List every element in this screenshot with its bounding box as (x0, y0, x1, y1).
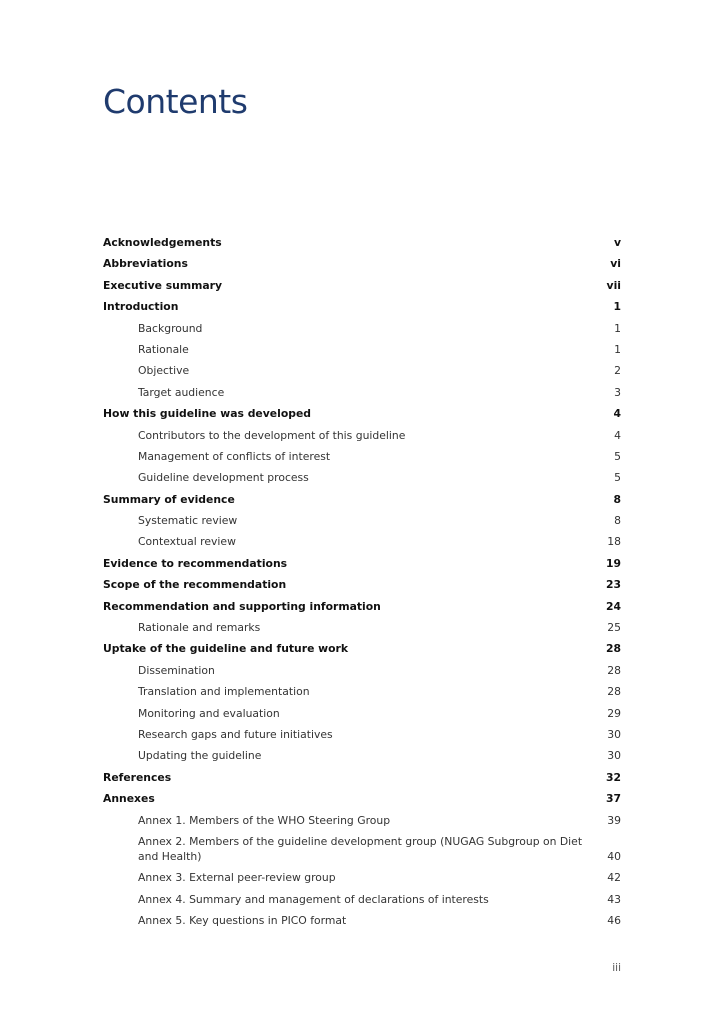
toc-subsection-entry[interactable] (103, 343, 621, 358)
toc-section-entry[interactable] (103, 557, 621, 572)
toc-subsection-entry[interactable] (103, 835, 621, 865)
toc-section-entry[interactable] (103, 407, 621, 422)
toc-entry-page: v (613, 236, 621, 249)
toc-entry-label: Annex 2. Members of the guideline development group (NUGAG Subgroup on Diet and Health) (138, 834, 583, 863)
toc-entry-page: 30 (607, 749, 621, 763)
toc-subsection-entry[interactable] (103, 893, 621, 908)
toc-subsection-entry[interactable] (103, 728, 621, 743)
toc-entry-page: 18 (607, 535, 621, 549)
toc-entry-label: Dissemination (138, 663, 215, 677)
toc-entry-label: Annex 3. External peer-review group (138, 871, 336, 885)
toc-entry-page: 4 (613, 407, 621, 421)
toc-subsection-entry[interactable] (103, 386, 621, 401)
toc-entry-page: 29 (607, 706, 621, 720)
toc-entry-page: 23 (605, 578, 621, 592)
toc-entry-label: Research gaps and future initiatives (138, 727, 333, 741)
page-number: iii (612, 962, 621, 974)
toc-entry-page: 28 (607, 663, 621, 677)
toc-entry-page: 19 (605, 556, 621, 570)
toc-entry-label: Acknowledgements (103, 236, 222, 249)
toc-subsection-entry[interactable] (103, 871, 621, 886)
toc-entry-label: Updating the guideline (138, 749, 262, 763)
toc-entry-label: Guideline development process (138, 471, 309, 485)
toc-entry-label: Annex 4. Summary and management of declarations of interests (138, 892, 489, 906)
toc-entry-label: Systematic review (138, 514, 238, 528)
toc-entry-page: vi (610, 257, 621, 271)
toc-entry-label: Background (138, 321, 203, 335)
toc-entry-label: Executive summary (103, 278, 222, 292)
toc-entry-page: 28 (607, 685, 621, 699)
toc-subsection-entry[interactable] (103, 514, 621, 529)
toc-subsection-entry[interactable] (103, 685, 621, 700)
toc-section-entry[interactable] (103, 578, 621, 593)
toc-entry-page: 42 (607, 871, 621, 885)
toc-entry-page: 28 (605, 642, 621, 656)
toc-entry-page: 5 (614, 449, 621, 463)
toc-entry-label: Rationale (138, 342, 189, 356)
toc-subsection-entry[interactable] (103, 621, 621, 636)
toc-entry-page: 40 (607, 849, 621, 863)
toc-subsection-entry[interactable] (103, 471, 621, 486)
toc-entry-label: Monitoring and evaluation (138, 706, 280, 720)
toc-entry-label: Uptake of the guideline and future work (103, 642, 349, 656)
toc-entry-page: 8 (613, 492, 621, 506)
toc-entry-label: Evidence to recommendations (103, 556, 288, 570)
toc-subsection-entry[interactable] (103, 814, 621, 829)
toc-entry-page: 39 (607, 813, 621, 827)
toc-subsection-entry[interactable] (103, 914, 621, 929)
toc-section-entry[interactable] (103, 493, 621, 508)
toc-entry-label: Translation and implementation (138, 685, 310, 699)
toc-entry-page: vii (606, 278, 621, 292)
toc-entry-label: How this guideline was developed (103, 407, 312, 421)
toc-subsection-entry[interactable] (103, 429, 621, 444)
toc-entry-label: Annex 5. Key questions in PICO format (138, 913, 347, 927)
toc-subsection-entry[interactable] (103, 535, 621, 550)
toc-entry-label: Management of conflicts of interest (138, 449, 331, 463)
toc-entry-page: 25 (607, 621, 621, 635)
toc-section-entry[interactable] (103, 279, 621, 294)
toc-subsection-entry[interactable] (103, 707, 621, 722)
toc-entry-label: Summary of evidence (103, 492, 235, 506)
toc-entry-label: Annexes (103, 792, 155, 806)
toc-section-entry[interactable] (103, 642, 621, 657)
toc-subsection-entry[interactable] (103, 450, 621, 465)
toc-entry-page: 32 (605, 770, 621, 784)
toc-entry-label: Recommendation and supporting information (103, 599, 381, 613)
toc-entry-label: Introduction (103, 300, 179, 314)
toc-entry-page: 30 (607, 727, 621, 741)
toc-entry-page: 1 (614, 321, 621, 335)
toc-section-entry[interactable] (103, 600, 621, 615)
toc-entry-page: 3 (614, 385, 621, 399)
toc-entry-label: References (103, 770, 172, 784)
toc-entry-page: 1 (613, 300, 621, 314)
toc-section-entry[interactable] (103, 300, 621, 315)
toc-entry-page: 43 (607, 892, 621, 906)
toc-entry-label: Annex 1. Members of the WHO Steering Group (138, 813, 391, 827)
toc-entry-label: Target audience (138, 385, 225, 399)
table-of-contents (103, 236, 621, 935)
toc-entry-label: Scope of the recommendation (103, 578, 287, 592)
toc-subsection-entry[interactable] (103, 749, 621, 764)
toc-entry-page: 1 (614, 342, 621, 356)
toc-section-entry[interactable] (103, 792, 621, 807)
toc-entry-label: Rationale and remarks (138, 621, 261, 635)
toc-entry-page: 24 (605, 599, 621, 613)
toc-subsection-entry[interactable] (103, 664, 621, 679)
toc-entry-page: 2 (614, 364, 621, 378)
toc-section-entry[interactable] (103, 257, 621, 272)
toc-subsection-entry[interactable] (103, 322, 621, 337)
toc-section-entry[interactable] (103, 771, 621, 786)
toc-entry-page: 5 (614, 471, 621, 485)
toc-entry-page: 4 (614, 428, 621, 442)
toc-entry-page: 46 (607, 913, 621, 927)
toc-entry-label: Contextual review (138, 535, 236, 549)
toc-subsection-entry[interactable] (103, 364, 621, 379)
toc-entry-label: Abbreviations (103, 257, 188, 271)
toc-entry-page: 8 (614, 514, 621, 528)
toc-section-entry[interactable] (103, 236, 621, 251)
toc-entry-label: Contributors to the development of this guideline (138, 428, 406, 442)
toc-entry-page: 37 (605, 792, 621, 806)
page-title: Contents (103, 82, 248, 121)
toc-entry-label: Objective (138, 364, 190, 378)
